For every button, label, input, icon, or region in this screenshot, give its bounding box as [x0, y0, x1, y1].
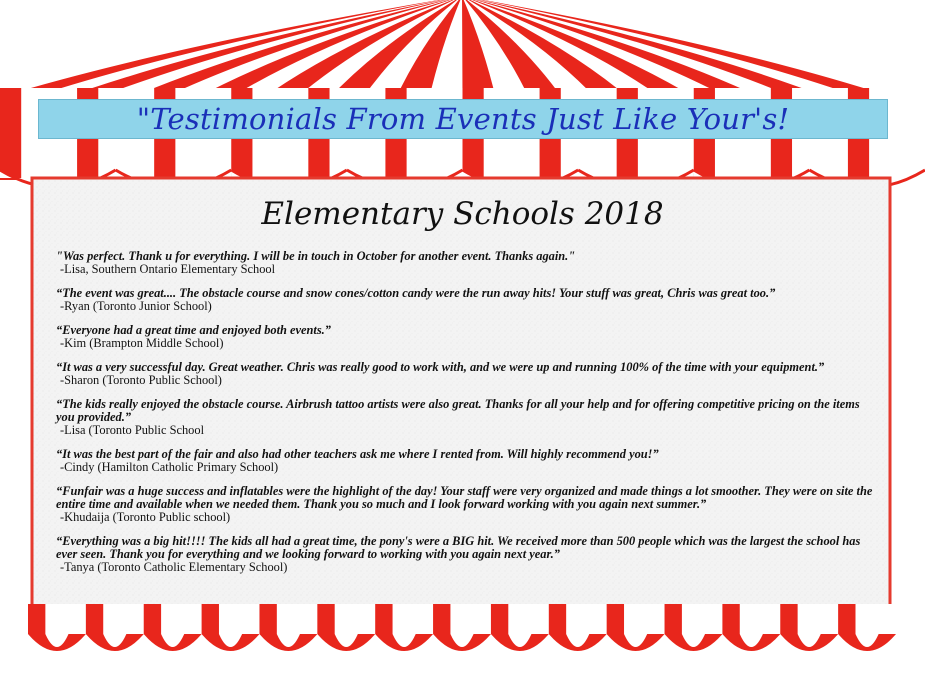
section-heading: Elementary Schools 2018	[261, 196, 664, 232]
testimonials-list	[56, 250, 876, 585]
testimonial-author: -Lisa, Southern Ontario Elementary School	[60, 262, 276, 276]
testimonial-quote: “It was the best part of the fair and also had other teachers ask me where I rented from. Will highly recommend you!”	[56, 447, 659, 461]
testimonial-author: -Khudaija (Toronto Public school)	[60, 510, 231, 524]
testimonial-item	[56, 485, 876, 524]
skirt-stripe	[28, 604, 45, 634]
skirt-stripe	[838, 604, 855, 634]
testimonial-quote: “Everyone had a great time and enjoyed both events.”	[56, 323, 331, 337]
testimonial-item	[56, 361, 876, 387]
testimonial-quote: “The kids really enjoyed the obstacle course. Airbrush tattoo artists were also great. Thanks for all your help and for offering competitive pricing on the items you provided.”	[56, 397, 860, 424]
skirt-stripe	[607, 604, 624, 634]
testimonial-quote: “Everything was a big hit!!!! The kids all had a great time, the pony's were a BIG hit. We received more than 500 people which was the largest the school has ever seen. Thank you for everything and we looking forward to working with you again next year.”	[56, 534, 861, 561]
testimonials-banner	[38, 99, 888, 139]
skirt-stripe	[144, 604, 161, 634]
testimonial-item	[56, 324, 876, 350]
testimonial-item	[56, 287, 876, 313]
tent-skirt	[28, 604, 896, 651]
skirt-stripe	[86, 604, 103, 634]
testimonial-item	[56, 398, 876, 437]
skirt-stripe	[317, 604, 334, 634]
valance-stripe	[0, 88, 21, 180]
skirt-stripe	[665, 604, 682, 634]
testimonial-quote: “The event was great.... The obstacle course and snow cones/cotton candy were the run away hits! Your stuff was great, Chris was great too.”	[56, 286, 776, 300]
testimonial-author: -Sharon (Toronto Public School)	[60, 373, 222, 387]
skirt-stripe	[375, 604, 392, 634]
testimonial-quote: “It was a very successful day. Great weather. Chris was really good to work with, and we were up and running 100% of the time with your equipment.”	[56, 360, 825, 374]
testimonial-author: -Ryan (Toronto Junior School)	[60, 299, 212, 313]
banner-title: "Testimonials From Events Just Like Your's!	[136, 102, 790, 136]
skirt-stripe	[722, 604, 739, 634]
skirt-stripe	[549, 604, 566, 634]
testimonial-author: -Tanya (Toronto Catholic Elementary School)	[60, 560, 288, 574]
testimonial-item	[56, 448, 876, 474]
testimonial-author: -Kim (Brampton Middle School)	[60, 336, 224, 350]
skirt-stripe	[491, 604, 508, 634]
skirt-stripe	[202, 604, 219, 634]
testimonial-author: -Cindy (Hamilton Catholic Primary School)	[60, 460, 279, 474]
testimonial-item	[56, 250, 876, 276]
skirt-stripe	[259, 604, 276, 634]
tent-roof	[0, 0, 925, 100]
skirt-stripe	[780, 604, 797, 634]
testimonial-quote: "Was perfect. Thank u for everything. I will be in touch in October for another event. Thanks again."	[56, 249, 576, 263]
testimonial-item	[56, 535, 876, 574]
testimonial-author: -Lisa (Toronto Public School	[60, 423, 205, 437]
testimonial-quote: “Funfair was a huge success and inflatables were the highlight of the day! Your staff were very organized and made things a lot smoother. They were on site the entire time and available when we needed them. Thank you so much and I look forward working with you again next summer.”	[56, 484, 873, 511]
skirt-stripe	[433, 604, 450, 634]
